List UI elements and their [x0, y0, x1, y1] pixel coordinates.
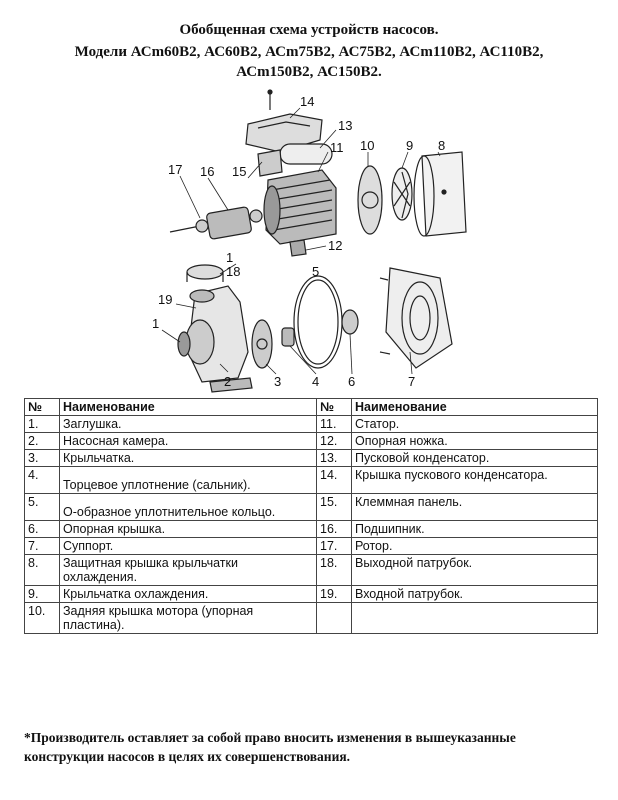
row-number: 13. [317, 450, 352, 467]
row-name: Клеммная панель. [352, 494, 598, 521]
callout-8: 8 [438, 138, 446, 153]
callout-1: 1 [152, 316, 160, 331]
row-name: Крыльчатка охлаждения. [60, 586, 317, 603]
row-number: 7. [25, 538, 60, 555]
callout-16: 16 [200, 164, 215, 179]
row-number: 3. [25, 450, 60, 467]
exploded-pump-diagram [140, 82, 480, 402]
row-number: 6. [25, 521, 60, 538]
row-number: 1. [25, 416, 60, 433]
callout-6: 6 [348, 374, 356, 389]
row-number: 17. [317, 538, 352, 555]
row-name: Выходной патрубок. [352, 555, 598, 586]
row-number: 9. [25, 586, 60, 603]
callout-15: 15 [232, 164, 247, 179]
row-name: Ротор. [352, 538, 598, 555]
row-number: 15. [317, 494, 352, 521]
row-name-text: Торцевое уплотнение (сальник). [63, 478, 251, 492]
callout-10: 10 [360, 138, 375, 153]
title-line-3: АСm150B2, АС150B2. [236, 64, 382, 80]
row-number: 5. [25, 494, 60, 521]
row-name: Подшипник. [352, 521, 598, 538]
header-name: Наименование [60, 399, 317, 416]
table-row [25, 494, 598, 521]
table-row [25, 555, 598, 586]
row-name: Задняя крышка мотора (упорная пластина). [60, 603, 317, 634]
row-name: Пусковой конденсатор. [352, 450, 598, 467]
table-row [25, 603, 598, 634]
header-name-2: Наименование [352, 399, 598, 416]
row-number: 19. [317, 586, 352, 603]
header-number-2: № [317, 399, 352, 416]
table-row [25, 450, 598, 467]
row-name [60, 494, 317, 521]
row-name: Суппорт. [60, 538, 317, 555]
row-name: Защитная крышка крыльчатки охлаждения. [60, 555, 317, 586]
row-number: 11. [317, 416, 352, 433]
row-name-text: О-образное уплотнительное кольцо. [63, 505, 276, 519]
table-row [25, 467, 598, 494]
header-number: № [25, 399, 60, 416]
table-row [25, 416, 598, 433]
row-name [60, 467, 317, 494]
table-row [25, 521, 598, 538]
callout-5: 5 [312, 264, 320, 279]
callout-1-top: 1 [226, 250, 234, 265]
row-name: Крыльчатка. [60, 450, 317, 467]
parts-table [24, 398, 598, 634]
manufacturer-footnote: *Производитель оставляет за собой право вносить изменения в вышеуказанные конструкции насосов в целях их совершенствования. [24, 730, 516, 764]
callout-19: 19 [158, 292, 173, 307]
row-number: 12. [317, 433, 352, 450]
callout-3: 3 [274, 374, 282, 389]
row-number: 4. [25, 467, 60, 494]
table-row [25, 538, 598, 555]
row-number: 18. [317, 555, 352, 586]
title-line-2: Модели АСm60B2, АС60B2, АСm75B2, АС75B2, АСm110B2, АС110B2, [74, 44, 544, 60]
row-number: 14. [317, 467, 352, 494]
table-header-row [25, 399, 598, 416]
callout-11: 11 [330, 140, 344, 155]
table-row [25, 433, 598, 450]
callout-9: 9 [406, 138, 414, 153]
row-name: Опорная крышка. [60, 521, 317, 538]
title-line-1: Обобщенная схема устройств насосов. [179, 22, 439, 38]
row-number [317, 603, 352, 634]
row-name: Заглушка. [60, 416, 317, 433]
row-name: Крышка пускового конденсатора. [352, 467, 598, 494]
callout-4: 4 [312, 374, 320, 389]
table-row [25, 586, 598, 603]
row-number: 2. [25, 433, 60, 450]
row-name: Статор. [352, 416, 598, 433]
callout-13: 13 [338, 118, 353, 133]
row-number: 16. [317, 521, 352, 538]
row-number: 8. [25, 555, 60, 586]
row-name [352, 603, 598, 634]
row-name: Входной патрубок. [352, 586, 598, 603]
row-name: Насосная камера. [60, 433, 317, 450]
row-number: 10. [25, 603, 60, 634]
callout-17: 17 [168, 162, 183, 177]
callout-18: 18 [226, 264, 241, 279]
callout-2: 2 [224, 374, 232, 389]
callout-14: 14 [300, 94, 315, 109]
callout-7: 7 [408, 374, 416, 389]
callout-12: 12 [328, 238, 343, 253]
row-name: Опорная ножка. [352, 433, 598, 450]
